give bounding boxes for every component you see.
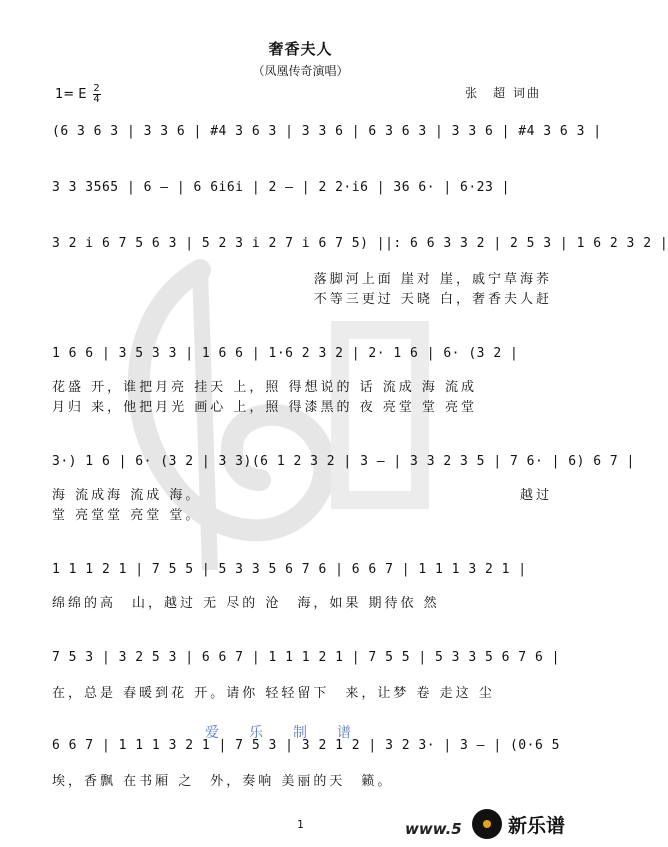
notation-line-7: 7 5 3 | 3 2 5 3 | 6 6 7 | 1 1 1 2 1 | 7 5 5 | 5 3 3 5 6 7 6 |	[52, 650, 560, 665]
lyric-line-9: 在，总是 春暖到花 开。请你 轻轻留下 来，让梦 卷 走这 尘	[52, 686, 495, 701]
music-disc-icon	[472, 809, 502, 839]
notation-line-5: 3·) 1 6 | 6· (3 2 | 3 3)(6 1 2 3 2 | 3 — | 3 3 2 3 5 | 7 6· | 6) 6 7 |	[52, 454, 635, 469]
lyric-line-10: 埃，香飘 在书厢 之 外，奏响 美丽的天 籁。	[52, 774, 394, 789]
time-sig-bottom: 4	[93, 94, 100, 105]
page-number: 1	[297, 818, 304, 831]
notation-line-8: 6 6 7 | 1 1 1 3 2 1 | 7 5 3 | 3 2 1 2 | 3 2 3· | 3 — | (0·6 5	[52, 738, 560, 753]
lyric-line-6: 堂 亮堂堂 亮堂 堂。	[52, 508, 202, 523]
time-sig-top: 2	[93, 83, 100, 94]
lyric-line-7: 越过	[519, 488, 552, 503]
lyric-line-4: 月归 来，他把月光 画心 上，照 得漆黑的 夜 亮堂 堂 亮堂	[52, 400, 478, 415]
key-label: 1= E	[55, 87, 87, 102]
notation-line-1: (6 3 6 3 | 3 3 6 | #4 3 6 3 | 3 3 6 | 6 3 6 3 | 3 3 6 | #4 3 6 3 |	[52, 124, 602, 139]
arranger-stamp: 爱乐制谱	[205, 725, 381, 741]
lyric-line-3: 花盛 开，谁把月亮 挂天 上，照 得想说的 话 流成 海 流成	[52, 380, 478, 395]
key-signature	[55, 84, 101, 105]
notation-line-2: 3 3 3565 | 6 — | 6 6i6i | 2 — | 2 2·i6 | 36 6· | 6·23 |	[52, 180, 510, 195]
lyric-line-8: 绵绵的高 山，越过 无 尽的 沧 海，如果 期待依 然	[52, 596, 440, 611]
notation-line-6: 1 1 1 2 1 | 7 5 5 | 5 3 3 5 6 7 6 | 6 6 7 | 1 1 1 3 2 1 |	[52, 562, 527, 577]
notation-line-4: 1 6 6 | 3 5 3 3 | 1 6 6 | 1·6 2 3 2 | 2· 1 6 | 6· (3 2 |	[52, 346, 519, 361]
time-signature	[93, 84, 101, 105]
lyric-line-2: 不等三更过 天晓 白，奢香夫人赶	[313, 292, 552, 307]
song-subtitle: （凤凰传奇演唱）	[252, 64, 349, 78]
site-url[interactable]: www.5	[405, 820, 462, 838]
song-title: 奢香夫人	[268, 40, 333, 58]
brand-name: 新乐谱	[508, 814, 566, 837]
lyric-line-5: 海 流成海 流成 海。	[52, 488, 202, 503]
notation-line-3: 3 2 i 6 7 5 6 3 | 5 2 3 i 2 7 i 6 7 5) ||: 6 6 3 3 2 | 2 5 3 | 1 6 2 3 2 |	[52, 236, 668, 251]
brand-logo[interactable]	[472, 806, 596, 842]
composer-credit: 张 超 词曲	[465, 86, 541, 100]
lyric-line-1: 落脚河上面 崖对 崖，戚宁草海荞	[313, 272, 552, 287]
